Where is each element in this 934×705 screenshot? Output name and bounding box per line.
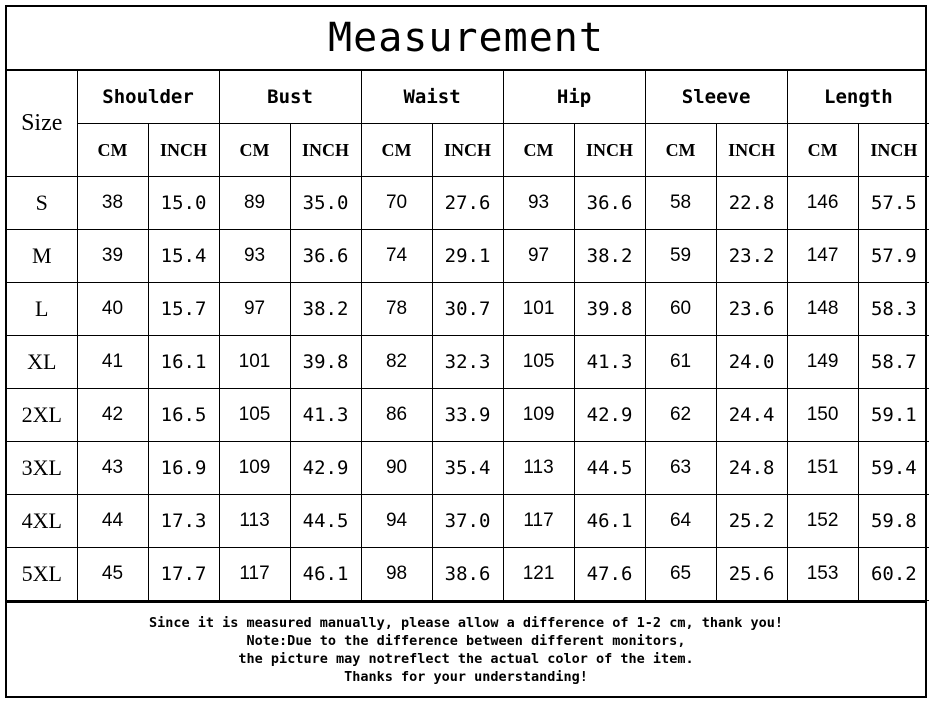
cm-value: 94 — [361, 495, 432, 548]
table-row — [7, 177, 929, 230]
cm-value: 42 — [77, 389, 148, 442]
cm-value: 93 — [503, 177, 574, 230]
inch-value: 35.0 — [290, 177, 361, 230]
size-label: S — [7, 177, 77, 230]
group-header-sleeve: Sleeve — [645, 71, 787, 124]
cm-value: 153 — [787, 548, 858, 601]
cm-value: 90 — [361, 442, 432, 495]
cm-value: 109 — [503, 389, 574, 442]
cm-value: 44 — [77, 495, 148, 548]
size-column-header: Size — [7, 71, 77, 177]
cm-value: 39 — [77, 230, 148, 283]
cm-value: 101 — [503, 283, 574, 336]
inch-value: 36.6 — [574, 177, 645, 230]
inch-value: 47.6 — [574, 548, 645, 601]
unit-header-inch: INCH — [574, 124, 645, 177]
inch-value: 42.9 — [290, 442, 361, 495]
cm-value: 117 — [219, 548, 290, 601]
table-row — [7, 389, 929, 442]
chart-title: Measurement — [7, 7, 925, 71]
inch-value: 24.0 — [716, 336, 787, 389]
cm-value: 74 — [361, 230, 432, 283]
note-line: Note:Due to the difference between different monitors, — [246, 633, 686, 649]
size-label: 4XL — [7, 495, 77, 548]
cm-value: 117 — [503, 495, 574, 548]
inch-value: 25.2 — [716, 495, 787, 548]
cm-value: 59 — [645, 230, 716, 283]
cm-value: 58 — [645, 177, 716, 230]
inch-value: 44.5 — [574, 442, 645, 495]
inch-value: 24.8 — [716, 442, 787, 495]
table-row — [7, 548, 929, 601]
size-table — [7, 71, 929, 601]
cm-value: 41 — [77, 336, 148, 389]
cm-value: 45 — [77, 548, 148, 601]
table-row — [7, 336, 929, 389]
size-chart — [5, 5, 927, 698]
inch-value: 37.0 — [432, 495, 503, 548]
unit-header-cm: CM — [645, 124, 716, 177]
table-row — [7, 442, 929, 495]
group-header-shoulder: Shoulder — [77, 71, 219, 124]
inch-value: 42.9 — [574, 389, 645, 442]
inch-value: 22.8 — [716, 177, 787, 230]
cm-value: 113 — [219, 495, 290, 548]
inch-value: 24.4 — [716, 389, 787, 442]
inch-value: 25.6 — [716, 548, 787, 601]
notes-block — [7, 601, 925, 697]
group-header-waist: Waist — [361, 71, 503, 124]
cm-value: 64 — [645, 495, 716, 548]
inch-value: 16.9 — [148, 442, 219, 495]
inch-value: 57.5 — [858, 177, 929, 230]
cm-value: 43 — [77, 442, 148, 495]
inch-value: 15.0 — [148, 177, 219, 230]
cm-value: 89 — [219, 177, 290, 230]
cm-value: 97 — [503, 230, 574, 283]
inch-value: 38.6 — [432, 548, 503, 601]
unit-header-cm: CM — [361, 124, 432, 177]
inch-value: 35.4 — [432, 442, 503, 495]
group-header-hip: Hip — [503, 71, 645, 124]
size-label: L — [7, 283, 77, 336]
cm-value: 121 — [503, 548, 574, 601]
cm-value: 38 — [77, 177, 148, 230]
inch-value: 27.6 — [432, 177, 503, 230]
cm-value: 78 — [361, 283, 432, 336]
cm-value: 109 — [219, 442, 290, 495]
inch-value: 59.1 — [858, 389, 929, 442]
inch-value: 17.7 — [148, 548, 219, 601]
cm-value: 105 — [503, 336, 574, 389]
inch-value: 41.3 — [574, 336, 645, 389]
inch-value: 59.8 — [858, 495, 929, 548]
inch-value: 44.5 — [290, 495, 361, 548]
unit-header-inch: INCH — [148, 124, 219, 177]
inch-value: 29.1 — [432, 230, 503, 283]
cm-value: 70 — [361, 177, 432, 230]
size-label: 3XL — [7, 442, 77, 495]
inch-value: 17.3 — [148, 495, 219, 548]
cm-value: 149 — [787, 336, 858, 389]
group-header-length: Length — [787, 71, 929, 124]
unit-header-inch: INCH — [716, 124, 787, 177]
inch-value: 15.4 — [148, 230, 219, 283]
group-header-bust: Bust — [219, 71, 361, 124]
cm-value: 61 — [645, 336, 716, 389]
note-line: Since it is measured manually, please allow a difference of 1-2 cm, thank you! — [149, 615, 783, 631]
inch-value: 58.7 — [858, 336, 929, 389]
inch-value: 36.6 — [290, 230, 361, 283]
cm-value: 105 — [219, 389, 290, 442]
cm-value: 97 — [219, 283, 290, 336]
cm-value: 65 — [645, 548, 716, 601]
cm-value: 113 — [503, 442, 574, 495]
cm-value: 101 — [219, 336, 290, 389]
inch-value: 39.8 — [290, 336, 361, 389]
note-line: Thanks for your understanding! — [344, 669, 588, 685]
cm-value: 147 — [787, 230, 858, 283]
inch-value: 59.4 — [858, 442, 929, 495]
unit-header-inch: INCH — [858, 124, 929, 177]
size-label: 2XL — [7, 389, 77, 442]
inch-value: 38.2 — [290, 283, 361, 336]
inch-value: 32.3 — [432, 336, 503, 389]
cm-value: 98 — [361, 548, 432, 601]
cm-value: 151 — [787, 442, 858, 495]
unit-header-cm: CM — [787, 124, 858, 177]
inch-value: 16.1 — [148, 336, 219, 389]
inch-value: 30.7 — [432, 283, 503, 336]
unit-header-cm: CM — [77, 124, 148, 177]
inch-value: 23.6 — [716, 283, 787, 336]
inch-value: 46.1 — [290, 548, 361, 601]
unit-row — [7, 124, 929, 177]
table-row — [7, 283, 929, 336]
unit-header-inch: INCH — [290, 124, 361, 177]
cm-value: 148 — [787, 283, 858, 336]
inch-value: 16.5 — [148, 389, 219, 442]
unit-header-cm: CM — [503, 124, 574, 177]
unit-header-inch: INCH — [432, 124, 503, 177]
inch-value: 60.2 — [858, 548, 929, 601]
cm-value: 146 — [787, 177, 858, 230]
cm-value: 152 — [787, 495, 858, 548]
table-row — [7, 230, 929, 283]
inch-value: 39.8 — [574, 283, 645, 336]
cm-value: 82 — [361, 336, 432, 389]
inch-value: 15.7 — [148, 283, 219, 336]
inch-value: 57.9 — [858, 230, 929, 283]
cm-value: 62 — [645, 389, 716, 442]
inch-value: 23.2 — [716, 230, 787, 283]
note-line: the picture may notreflect the actual color of the item. — [238, 651, 694, 667]
cm-value: 93 — [219, 230, 290, 283]
inch-value: 58.3 — [858, 283, 929, 336]
size-label: XL — [7, 336, 77, 389]
inch-value: 38.2 — [574, 230, 645, 283]
unit-header-cm: CM — [219, 124, 290, 177]
inch-value: 41.3 — [290, 389, 361, 442]
size-label: M — [7, 230, 77, 283]
cm-value: 150 — [787, 389, 858, 442]
cm-value: 63 — [645, 442, 716, 495]
inch-value: 33.9 — [432, 389, 503, 442]
cm-value: 60 — [645, 283, 716, 336]
size-label: 5XL — [7, 548, 77, 601]
cm-value: 40 — [77, 283, 148, 336]
inch-value: 46.1 — [574, 495, 645, 548]
measurement-group-row — [7, 71, 929, 124]
cm-value: 86 — [361, 389, 432, 442]
table-row — [7, 495, 929, 548]
